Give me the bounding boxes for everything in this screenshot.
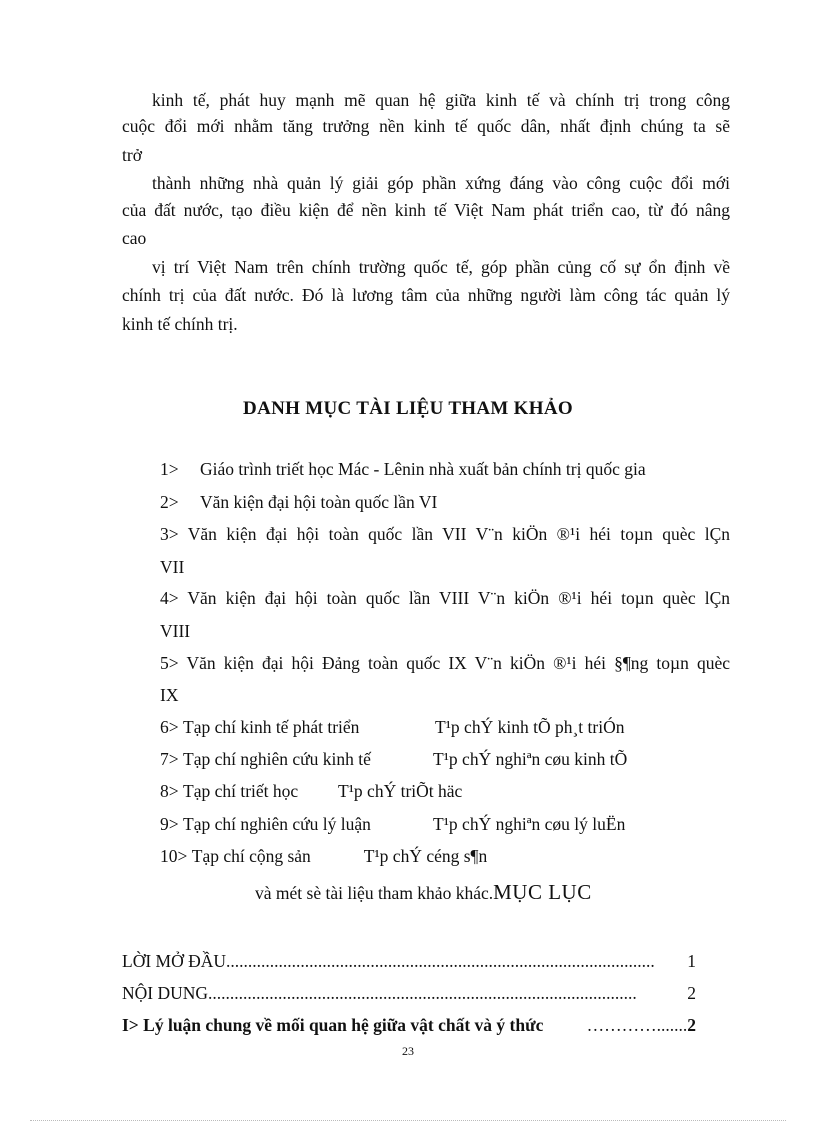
body-line-6: cao bbox=[122, 228, 147, 248]
reference-item-1 bbox=[160, 461, 646, 479]
toc-entry-label: I> Lý luận chung về mối quan hệ giữa vật chất và ý thức bbox=[122, 1015, 544, 1035]
reference-item-10 bbox=[160, 848, 487, 866]
reference-item-2 bbox=[160, 494, 437, 512]
body-line-8: chính trị của đất nước. Đó là lương tâm của những người làm công tác quản lý bbox=[122, 285, 730, 305]
reference-number: 8> bbox=[160, 781, 179, 801]
references-closing bbox=[255, 882, 592, 903]
toc-entry-label: LỜI MỞ ĐẦU bbox=[122, 951, 227, 971]
closing-text: và mét sè tài liệu tham khảo khác. bbox=[255, 883, 494, 903]
reference-number: 7> bbox=[160, 749, 179, 769]
body-line-2: cuộc đổi mới nhằm tăng trưởng nền kinh tế quốc dân, nhất định chúng ta sẽ bbox=[122, 116, 730, 136]
reference-text: Văn kiện đại hội toàn quốc lần VII bbox=[187, 524, 467, 544]
reference-item-4 bbox=[160, 590, 730, 608]
reference-garbled-text: V¨n kiÖn ®¹i héi toµn quèc lÇn bbox=[477, 588, 731, 608]
page-number: 23 bbox=[402, 1044, 414, 1058]
reference-garbled-text: T¹p chÝ nghiªn cøu kinh tÕ bbox=[433, 749, 628, 769]
reference-text: Tạp chí nghiên cứu lý luận bbox=[183, 814, 371, 834]
reference-garbled-text: V¨n kiÖn ®¹i héi toµn quèc lÇn bbox=[475, 524, 731, 544]
page-bottom-border bbox=[30, 1120, 786, 1121]
body-line-7: vị trí Việt Nam trên chính trường quốc tế, góp phần củng cố sự ổn định về bbox=[152, 257, 730, 277]
reference-text: Văn kiện đại hội toàn quốc lần VIII bbox=[187, 588, 470, 608]
toc-leader-dots: .................................................................................................. bbox=[226, 953, 655, 971]
reference-number: 10> bbox=[160, 846, 188, 866]
reference-item-7 bbox=[160, 751, 627, 769]
toc-entry-label: NỘI DUNG bbox=[122, 983, 209, 1003]
reference-number: 9> bbox=[160, 814, 179, 834]
toc-heading: MỤC LỤC bbox=[493, 880, 592, 904]
body-line-9: kinh tế chính trị. bbox=[122, 314, 238, 334]
toc-entry-content[interactable] bbox=[122, 985, 696, 1003]
reference-item-3 bbox=[160, 526, 730, 544]
reference-number: 4> bbox=[160, 588, 179, 608]
references-heading: DANH MỤC TÀI LIỆU THAM KHẢO bbox=[243, 398, 573, 419]
toc-leader-dots: …………....... bbox=[586, 1017, 688, 1035]
body-line-5: của đất nước, tạo điều kiện để nền kinh tế Việt Nam phát triển cao, từ đó nâng bbox=[122, 200, 730, 220]
reference-garbled-text: T¹p chÝ triÕt häc bbox=[338, 781, 463, 801]
reference-number: 2> bbox=[160, 492, 179, 512]
toc-leader-dots: .................................................................................................. bbox=[208, 985, 637, 1003]
body-line-4: thành những nhà quản lý giải góp phần xứng đáng vào công cuộc đổi mới bbox=[152, 173, 730, 193]
reference-text: Tạp chí triết học bbox=[183, 781, 299, 801]
reference-number: 1> bbox=[160, 459, 179, 479]
reference-text: Văn kiện đại hội Đảng toàn quốc IX bbox=[186, 653, 467, 673]
toc-entry-page: 2 bbox=[687, 983, 696, 1003]
reference-item-9 bbox=[160, 816, 625, 834]
reference-number: 5> bbox=[160, 653, 179, 673]
toc-entry-page: 2 bbox=[687, 1015, 696, 1035]
reference-text: Tạp chí kinh tế phát triển bbox=[183, 717, 360, 737]
reference-text: Văn kiện đại hội toàn quốc lần VI bbox=[200, 492, 438, 512]
reference-text: Giáo trình triết học Mác - Lênin nhà xuất bản chính trị quốc gia bbox=[200, 459, 646, 479]
toc-entry-section-1[interactable] bbox=[122, 1017, 696, 1035]
reference-item-6 bbox=[160, 719, 624, 737]
body-line-1: kinh tế, phát huy mạnh mẽ quan hệ giữa kinh tế và chính trị trong công bbox=[152, 90, 730, 110]
reference-garbled-text: V¨n kiÖn ®¹i héi §¶ng toµn quèc bbox=[474, 653, 730, 673]
reference-item-5 bbox=[160, 655, 730, 673]
reference-item-5-cont: IX bbox=[160, 685, 179, 705]
body-line-3: trở bbox=[122, 145, 142, 165]
reference-text: Tạp chí cộng sản bbox=[191, 846, 311, 866]
reference-item-4-cont: VIII bbox=[160, 621, 191, 641]
reference-garbled-text: T¹p chÝ nghiªn cøu lý luËn bbox=[433, 814, 626, 834]
reference-garbled-text: T¹p chÝ kinh tÕ ph¸t triÓn bbox=[435, 717, 625, 737]
reference-garbled-text: T¹p chÝ céng s¶n bbox=[363, 846, 488, 866]
reference-item-3-cont: VII bbox=[160, 557, 185, 577]
reference-item-8 bbox=[160, 783, 462, 801]
reference-number: 3> bbox=[160, 524, 179, 544]
toc-entry-page: 1 bbox=[687, 951, 696, 971]
reference-number: 6> bbox=[160, 717, 179, 737]
toc-entry-intro[interactable] bbox=[122, 953, 696, 971]
reference-text: Tạp chí nghiên cứu kinh tế bbox=[183, 749, 371, 769]
